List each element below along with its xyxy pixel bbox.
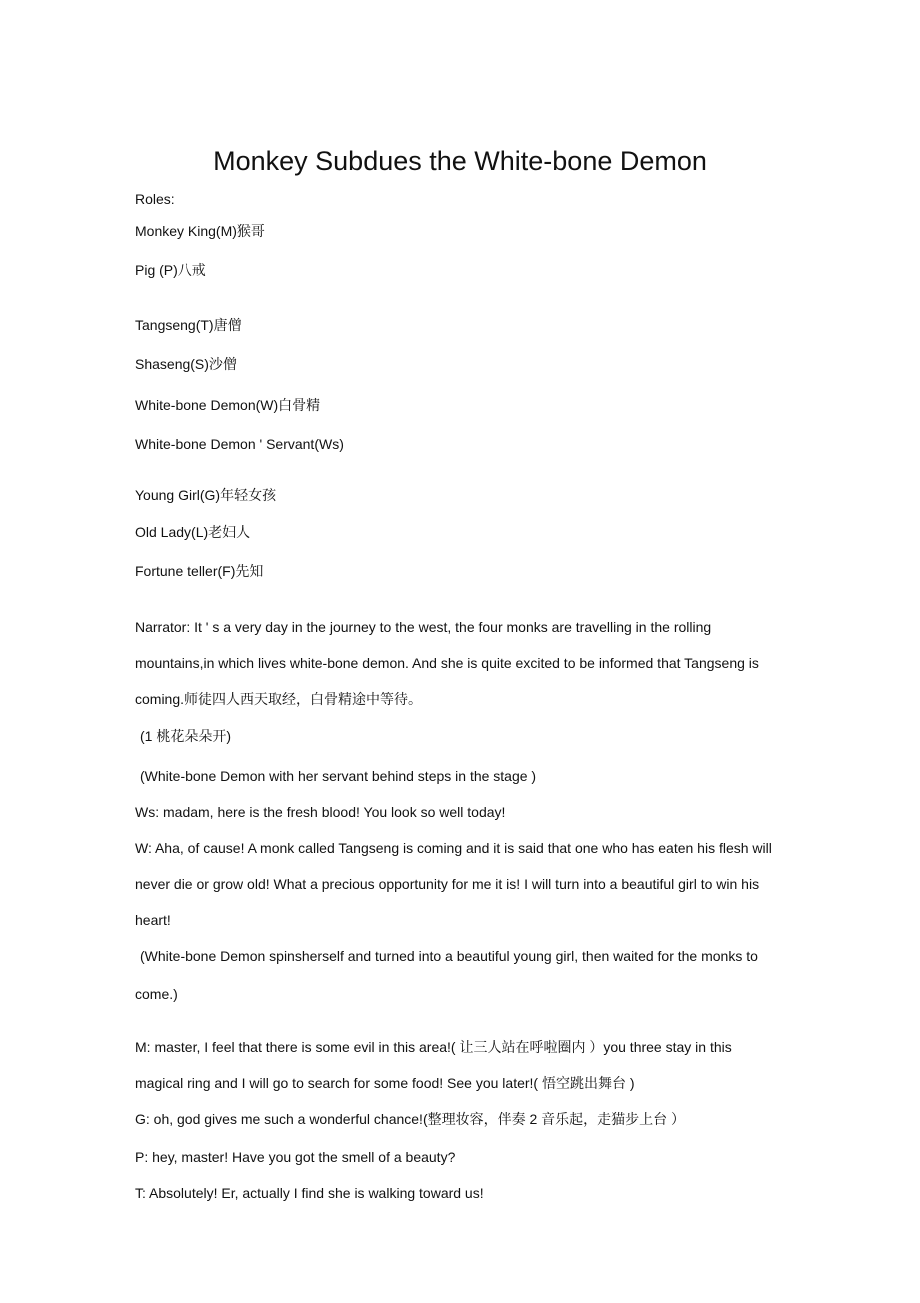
- script-line: heart!: [135, 912, 171, 928]
- script-line: Narrator: It ' s a very day in the journey to the west, the four monks are travelling in the rolling: [135, 619, 712, 635]
- script-line: coming.师徒四人西天取经，白骨精途中等待。: [135, 691, 423, 707]
- script-line: come.): [135, 986, 178, 1002]
- script-line: mountains,in which lives white-bone demon. And she is quite excited to be informed that Tangseng is: [135, 655, 759, 671]
- script-line: Ws: madam, here is the fresh blood! You look so well today!: [135, 804, 506, 820]
- role-tangseng: Tangseng(T)唐僧: [135, 317, 242, 333]
- role-fortune-teller: Fortune teller(F)先知: [135, 563, 264, 579]
- role-shaseng: Shaseng(S)沙僧: [135, 356, 237, 372]
- script-line: never die or grow old! What a precious opportunity for me it is! I will turn into a beautiful girl to win his: [135, 876, 760, 892]
- script-line: P: hey, master! Have you got the smell of a beauty?: [135, 1149, 456, 1165]
- script-line: G: oh, god gives me such a wonderful chance!(整理妆容，伴奏 2 音乐起，走猫步上台 ）: [135, 1111, 686, 1127]
- script-line: T: Absolutely! Er, actually I find she is walking toward us!: [135, 1185, 484, 1201]
- role-monkey-king: Monkey King(M)猴哥: [135, 223, 265, 239]
- stage-direction: (1 桃花朵朵开): [140, 728, 231, 744]
- role-old-lady: Old Lady(L)老妇人: [135, 524, 251, 540]
- stage-direction: (White-bone Demon spinsherself and turned into a beautiful young girl, then waited for the monks to: [140, 948, 758, 964]
- stage-direction: (White-bone Demon with her servant behind steps in the stage ): [140, 768, 537, 784]
- roles-heading: Roles:: [135, 191, 175, 207]
- role-pig: Pig (P)八戒: [135, 262, 206, 278]
- document-title: Monkey Subdues the White-bone Demon: [213, 146, 707, 176]
- script-line: W: Aha, of cause! A monk called Tangseng is coming and it is said that one who has eaten his flesh will: [135, 840, 772, 856]
- role-white-bone-demon: White-bone Demon(W)白骨精: [135, 397, 321, 413]
- script-line: M: master, I feel that there is some evil in this area!( 让三人站在呼啦圈内 ）you three stay in this: [135, 1039, 732, 1055]
- role-young-girl: Young Girl(G)年轻女孩: [135, 487, 277, 503]
- role-demon-servant: White-bone Demon ' Servant(Ws): [135, 436, 344, 452]
- script-line: magical ring and I will go to search for some food! See you later!( 悟空跳出舞台 ): [135, 1075, 635, 1091]
